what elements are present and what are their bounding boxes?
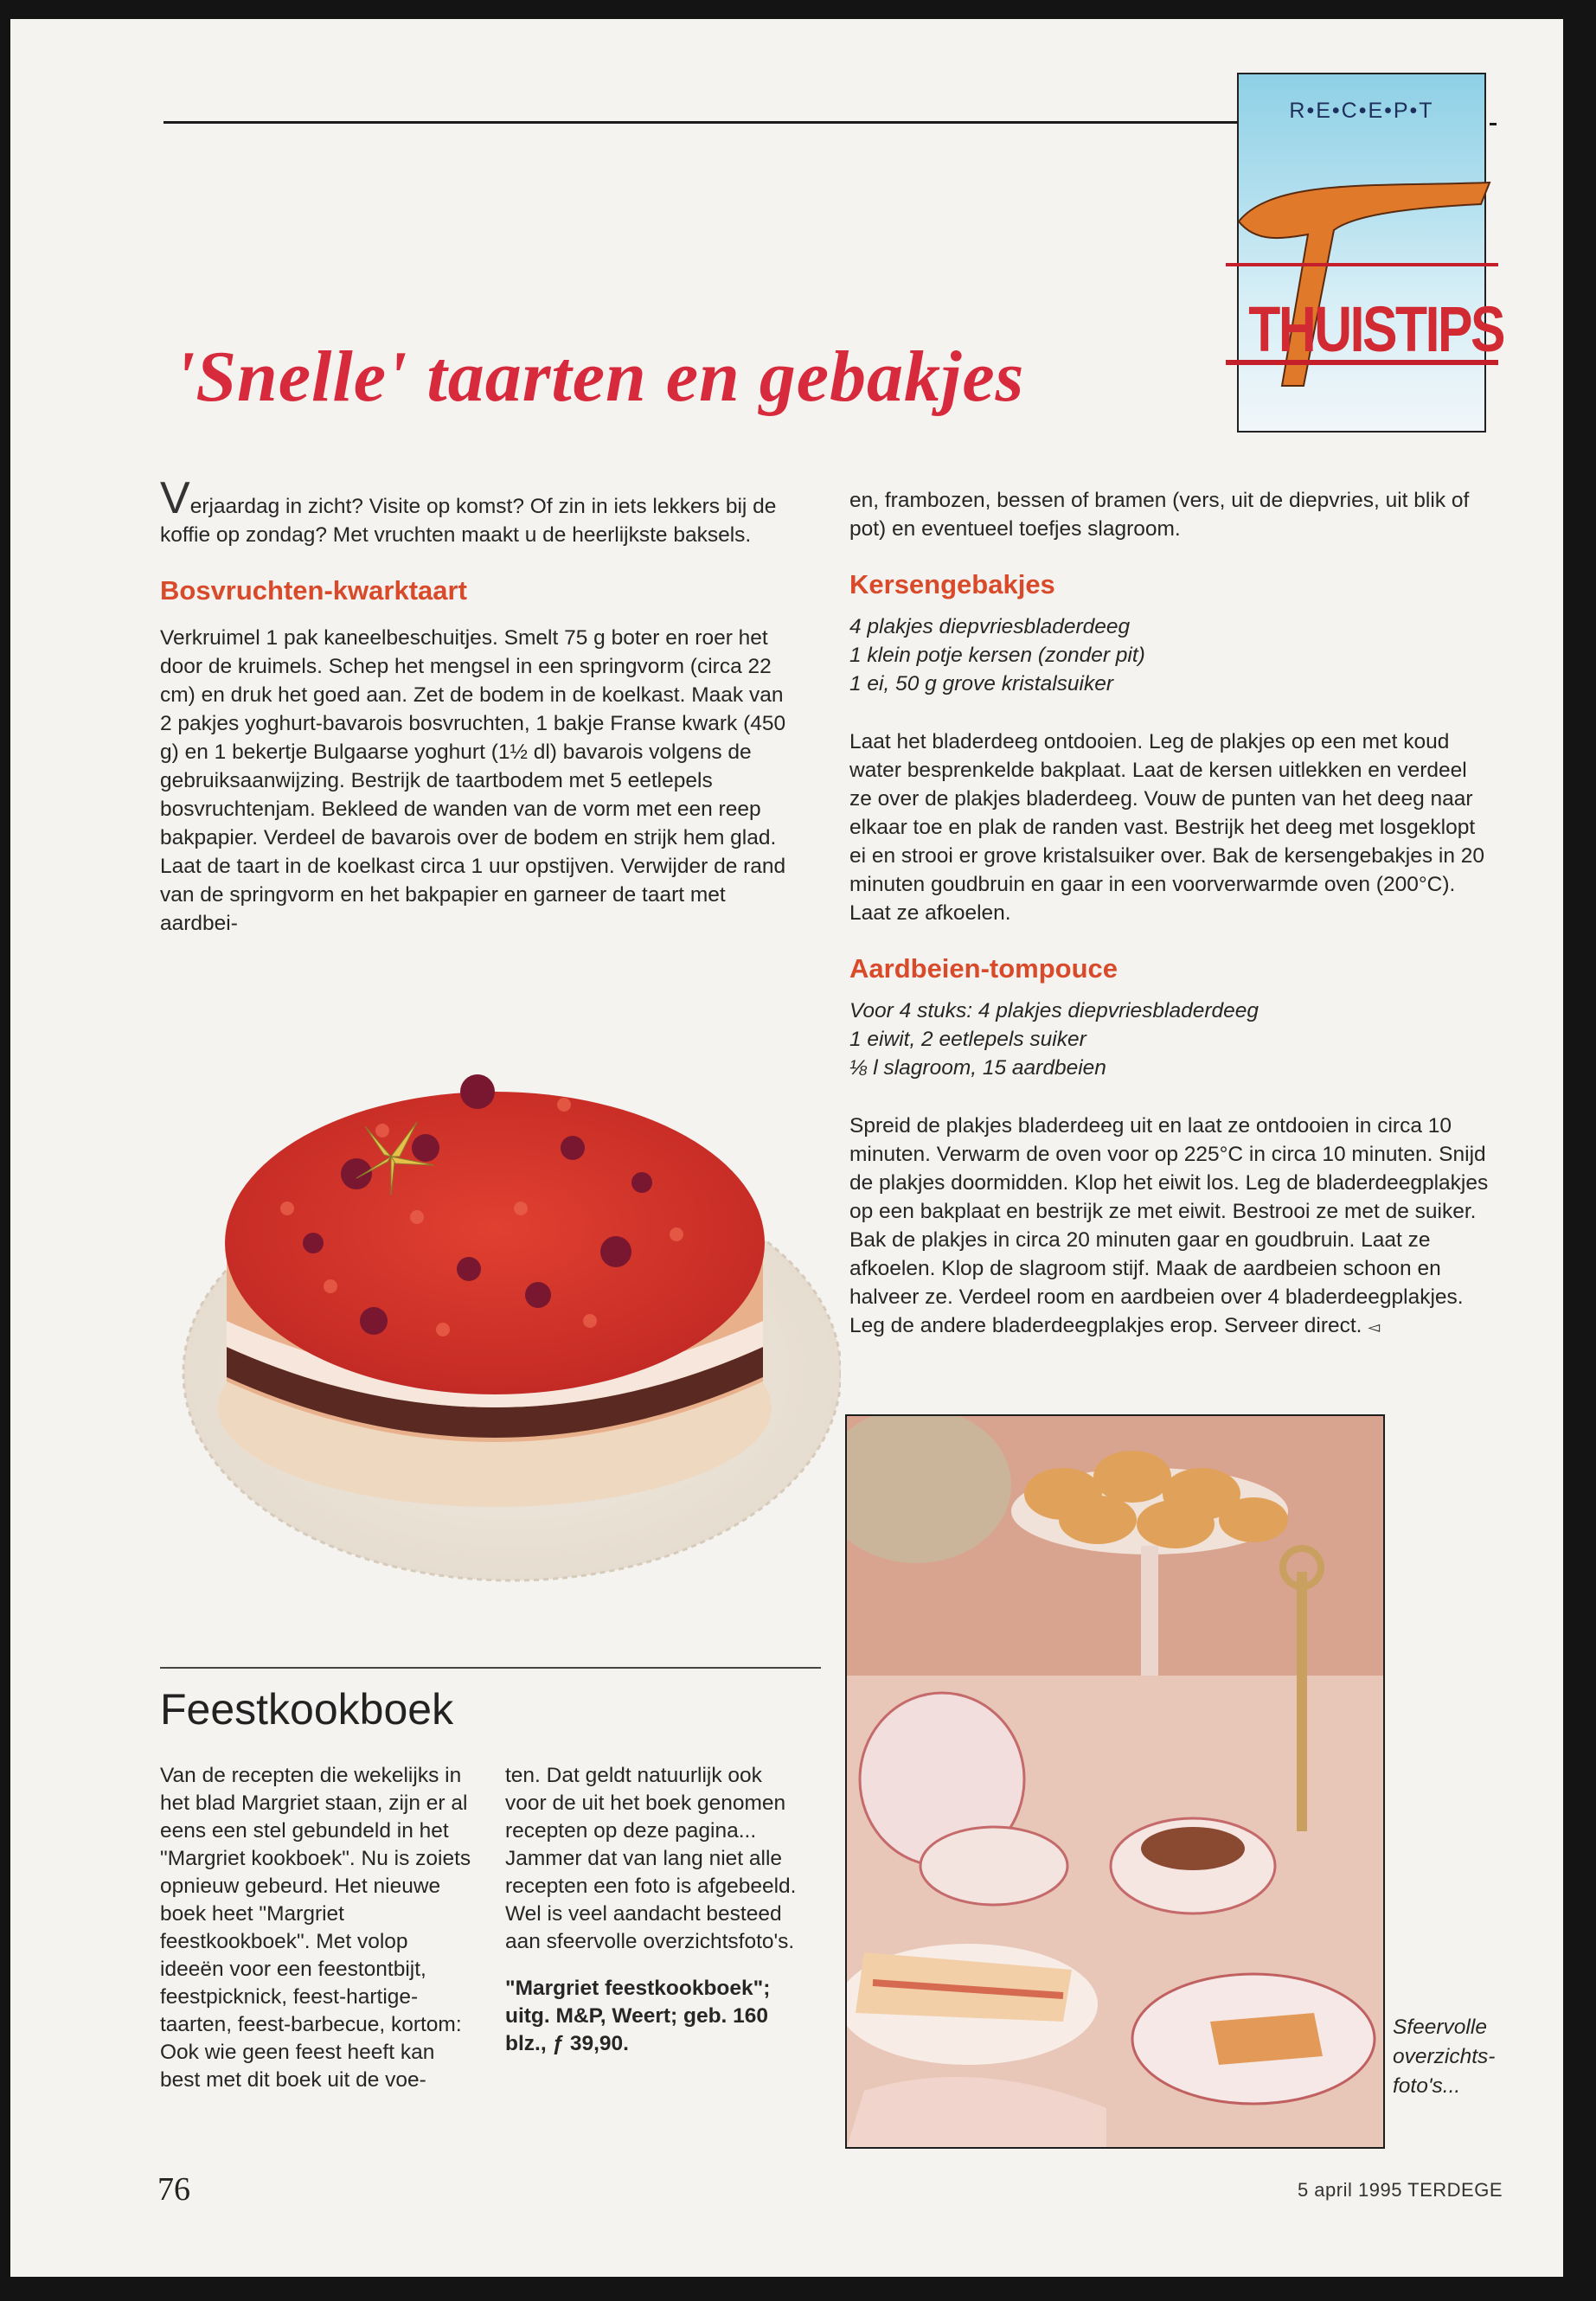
ingredients-kersen [849,612,1490,698]
page-number: 76 [157,2171,190,2208]
header-rule-end [1490,123,1497,125]
right-column [849,486,1490,1342]
recipe-heading-tompouce: Aardbeien-tompouce [849,953,1118,984]
intro-text: erjaardag in zicht? Visite op komst? Of zin in iets lekkers bij de koffie op zondag? Met vruchten maakt u de heerlijkste baksels. [160,495,777,547]
recipe-text-bosvruchten-continued: en, frambozen, bessen of bramen (vers, uit de diepvries, uit blik of pot) en eventueel toefjes slagroom. [849,489,1470,541]
section-rule [160,1667,821,1669]
photo-caption: Sfeervolle overzichts-foto's... [1393,2016,1496,2098]
ingredient-line: 1 klein potje kersen (zonder pit) [849,644,1145,667]
logo-thuistips: THUISTIPS [1248,293,1504,365]
page-title: 'Snelle' taarten en gebakjes [175,336,1025,417]
end-mark-icon: ◅ [1368,1318,1381,1336]
thuistips-logo [1237,73,1504,433]
intro-dropcap: V [160,473,190,523]
header-rule [163,121,1250,124]
intro-paragraph [160,473,800,549]
tea-table-photo [845,1414,1385,2149]
magazine-page [10,19,1563,2277]
feestkookboek-col2-wrap [505,1762,808,2058]
recipe-text-kersen: Laat het bladerdeeg ontdooien. Leg de plakjes op een met koud water besprenkelde bakplaat. Laat de kersen uitlekken en verdeel ze over de plakjes bladerdeeg. Vouw de punten van het deeg naar elkaar toe en plak de randen vast. Bestrijk het deeg met losgeklopt ei en strooi er grove kristalsuiker over. Bak de kersengebakjes in 20 minuten goudbruin en gaar in een voorverwarmde oven (200°C). Laat ze afkoelen. [849,730,1485,925]
recipe-text-bosvruchten: Verkruimel 1 pak kaneelbeschuitjes. Smelt 75 g boter en roer het door de kruimels. Schep het mengsel in een springvorm (circa 22 cm) en druk het goed aan. Zet de bodem in de koelkast. Maak van 2 pakjes yoghurt-bavarois bosvruchten, 1 bakje Franse kwark (450 g) en 1 bekertje Bulgaarse yoghurt (1½ dl) bavarois volgens de gebruiksaanwijzing. Bestrijk de taartbodem met 5 eetlepels bosvruchtenjam. Bekleed de wanden van de vorm met een reep bakpapier. Verdeel de bavarois over de bodem en strijk hem glad. Laat de taart in de koelkast circa 1 uur opstijven. Verwijder de rand van de springvorm en het bakpapier en garneer de taart met aardbei- [160,626,786,935]
recipe-text-tompouce [849,1112,1490,1342]
ingredient-line: 1 eiwit, 2 eetlepels suiker [849,1028,1086,1051]
ingredient-line: ⅛ l slagroom, 15 aardbeien [849,1056,1106,1080]
recipe-text-tompouce-body: Spreid de plakjes bladerdeeg uit en laat ze ontdooien in circa 10 minuten. Verwarm de oven voor op 225°C in circa 10 minuten. Snijd de plakjes doormidden. Klop het eiwit los. Leg de bladerdeegplakjes op een bakplaat en bestrijk ze met eiwit. Bestrooi ze met de suiker. Bak de plakjes in circa 20 minuten gaar en goudbruin. Laat ze afkoelen. Klop de slagroom stijf. Maak de aardbeien schoon en halveer ze. Verdeel room en aardbeien over 4 bladerdeegplakjes. Leg de andere bladerdeegplakjes erop. Serveer direct. [849,1114,1489,1337]
cake-photo [157,1035,841,1598]
ingredient-line: Voor 4 stuks: 4 plakjes diepvriesbladerdeeg [849,999,1259,1022]
recipe-heading-bosvruchten: Bosvruchten-kwarktaart [160,575,467,606]
recipe-heading-kersen: Kersengebakjes [849,569,1055,599]
tea-table-illustration [847,1416,1383,2147]
ingredients-tompouce [849,997,1490,1082]
left-column [160,473,800,938]
feestkookboek-col1: Van de recepten die wekelijks in het blad Margriet staan, zijn er al eens een stel gebundeld in het "Margriet kookboek". Nu is zoiets opnieuw gebeurd. Het nieuwe boek heet "Margriet feestkookboek". Met volop ideeën voor een feestontbijt, feestpicknick, feest-hartige-taarten, feest-barbecue, kortom: Ook wie geen feest heeft kan best met dit boek uit de voe- [160,1764,471,2092]
ingredient-line: 4 plakjes diepvriesbladerdeeg [849,615,1131,638]
ingredient-line: 1 ei, 50 g grove kristalsuiker [849,672,1114,695]
issue-footer: 5 april 1995 TERDEGE [1297,2179,1503,2201]
feestkookboek-book-info: "Margriet feestkookboek"; uitg. M&P, Weert; geb. 160 blz., ƒ 39,90. [505,1977,771,2055]
feestkookboek-col2: ten. Dat geldt natuurlijk ook voor de uit het boek genomen recepten op deze pagina... Jammer dat van lang niet alle recepten een foto is afgebeeld. Wel is veel aandacht besteed aan sfeervolle overzichtsfoto's. [505,1764,797,1953]
logo-recept-label: R•E•C•E•P•T [1289,99,1434,123]
feestkookboek-title: Feestkookboek [160,1685,454,1734]
